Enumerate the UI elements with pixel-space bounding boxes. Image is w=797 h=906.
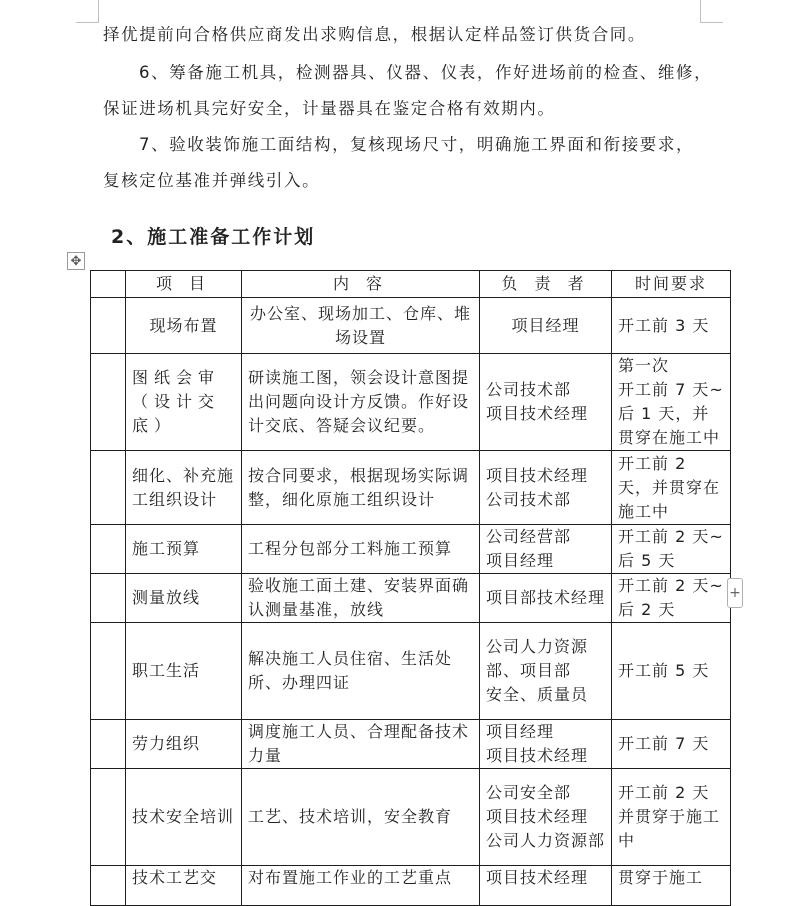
table-row (91, 525, 731, 574)
row-blank-cell (91, 298, 126, 354)
paragraph-1 (103, 17, 721, 53)
cell-responsible: 公司人力资源部、项目部 安全、质量员 (480, 623, 612, 720)
cell-responsible: 项目技术经理 公司技术部 (480, 451, 612, 525)
cell-content: 解决施工人员住宿、生活处所、办理四证 (242, 623, 480, 720)
row-blank-cell (91, 769, 126, 866)
cell-content: 办公室、现场加工、仓库、堆场设置 (242, 298, 480, 354)
table-row (91, 574, 731, 623)
cell-item: 测量放线 (126, 574, 242, 623)
header-cell-time: 时间要求 (612, 271, 731, 298)
paragraph-line: 6、筹备施工机具，检测器具、仪器、仪表，作好进场前的检查、维修， (139, 63, 713, 82)
cell-time: 开工前 5 天 (612, 623, 731, 720)
row-blank-cell (91, 720, 126, 769)
header-cell-content: 内 容 (242, 271, 480, 298)
cell-time: 开工前 2 天 并贯穿于施工中 (612, 769, 731, 866)
cell-responsible: 项目经理 (480, 298, 612, 354)
cell-content: 工程分包部分工料施工预算 (242, 525, 480, 574)
paragraph-line: 择优提前向合格供应商发出求购信息，根据认定样品签订供货合同。 (103, 25, 646, 44)
cell-item: 技术安全培训 (126, 769, 242, 866)
table-row (91, 769, 731, 866)
row-blank-cell (91, 451, 126, 525)
cell-item: 图纸会审（设计交底） (126, 354, 242, 451)
table-row (91, 298, 731, 354)
cell-content: 调度施工人员、合理配备技术力量 (242, 720, 480, 769)
cell-content: 工艺、技术培训，安全教育 (242, 769, 480, 866)
cell-item: 技术工艺交 (126, 866, 242, 906)
cell-content: 研读施工图，领会设计意图提出问题向设计方反馈。作好设计交底、答疑会议纪要。 (242, 354, 480, 451)
cell-item: 现场布置 (126, 298, 242, 354)
table-row (91, 354, 731, 451)
cell-time: 第一次 开工前 7 天~后 1 天，并贯穿在施工中 (612, 354, 731, 451)
cell-content: 对布置施工作业的工艺重点 (242, 866, 480, 906)
paragraph-3 (103, 127, 721, 199)
cell-responsible: 公司技术部 项目技术经理 (480, 354, 612, 451)
cell-time: 开工前 2 天~后 5 天 (612, 525, 731, 574)
cell-item: 细化、补充施工组织设计 (126, 451, 242, 525)
cell-responsible: 项目经理 项目技术经理 (480, 720, 612, 769)
cell-content: 验收施工面土建、安装界面确认测量基准，放线 (242, 574, 480, 623)
section-heading: 2、施工准备工作计划 (111, 226, 316, 248)
paragraph-line: 复核定位基准并弹线引入。 (103, 171, 321, 190)
cell-responsible: 项目技术经理 (480, 866, 612, 906)
row-blank-cell (91, 574, 126, 623)
cell-time: 开工前 7 天 (612, 720, 731, 769)
cell-time: 开工前 2 天~后 2 天 (612, 574, 731, 623)
header-cell-responsible: 负 责 者 (480, 271, 612, 298)
header-cell-item: 项 目 (126, 271, 242, 298)
cell-item: 施工预算 (126, 525, 242, 574)
cell-item: 劳力组织 (126, 720, 242, 769)
cell-responsible: 公司经营部 项目经理 (480, 525, 612, 574)
paragraph-2 (103, 55, 721, 127)
cell-responsible: 公司安全部 项目技术经理 公司人力资源部 (480, 769, 612, 866)
cell-responsible: 项目部技术经理 (480, 574, 612, 623)
add-column-plus-icon[interactable]: + (727, 578, 743, 608)
cell-content: 按合同要求，根据现场实际调整，细化原施工组织设计 (242, 451, 480, 525)
paragraph-line: 保证进场机具完好安全，计量器具在鉴定合格有效期内。 (103, 99, 556, 118)
header-cell-blank (91, 271, 126, 298)
preparation-plan-table (90, 270, 731, 906)
row-blank-cell (91, 525, 126, 574)
page-corner-mark-left (76, 0, 99, 23)
row-blank-cell (91, 354, 126, 451)
cell-time: 开工前 2 天，并贯穿在施工中 (612, 451, 731, 525)
paragraph-line: 7、验收装饰施工面结构，复核现场尺寸，明确施工界面和衔接要求， (139, 135, 695, 154)
table-header-row (91, 271, 731, 298)
row-blank-cell (91, 623, 126, 720)
table-row (91, 866, 731, 906)
table-row (91, 623, 731, 720)
row-blank-cell (91, 866, 126, 906)
cell-time: 贯穿于施工 (612, 866, 731, 906)
table-move-handle-icon[interactable]: ✥ (67, 252, 85, 270)
cell-time: 开工前 3 天 (612, 298, 731, 354)
table-row (91, 720, 731, 769)
cell-item: 职工生活 (126, 623, 242, 720)
table-row (91, 451, 731, 525)
